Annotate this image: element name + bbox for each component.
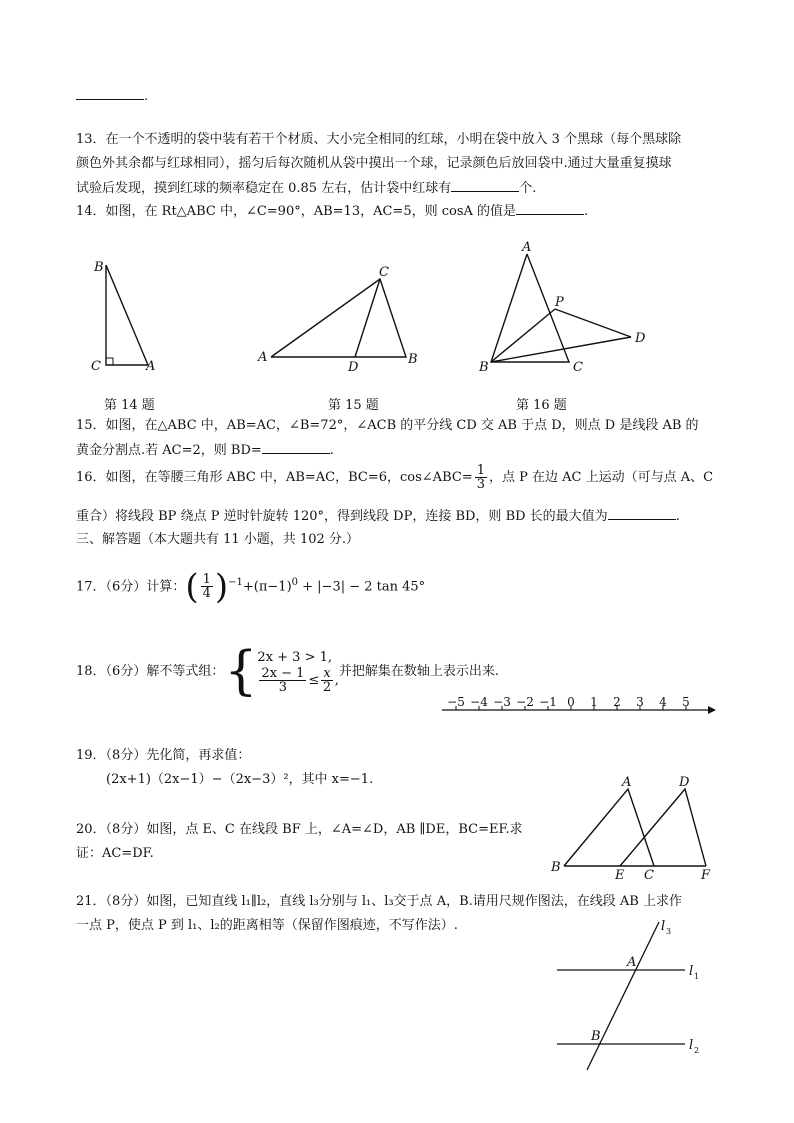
fig20-label-D: D (679, 775, 690, 790)
answer-blank[interactable] (76, 87, 144, 100)
fig15-label-C: C (379, 265, 389, 280)
number-line-label: 3 (636, 695, 644, 709)
answer-blank[interactable] (262, 441, 330, 454)
fig20-label-B: B (551, 860, 561, 875)
fig21-label-A: A (627, 955, 637, 970)
figure-15 (255, 265, 425, 385)
q17-fraction: $\frac{1}{4}$ (202, 572, 211, 602)
fig20-label-F: F (701, 868, 711, 883)
fig20-label-A: A (622, 775, 632, 790)
fig21-sub-2: 2 (694, 1046, 700, 1055)
number-line-label: 5 (682, 695, 690, 709)
fig20-label-E: E (615, 868, 625, 883)
q15-line1: 15．如图，在△ABC 中，AB=AC，∠B=72°，∠ACB 的平分线 CD 交 AB 于点 D，则点 D 是线段 AB 的 (76, 418, 699, 433)
fig21-label-l1: l (689, 964, 694, 979)
fig16-label-C: C (573, 360, 583, 375)
fig14-label-B: B (94, 260, 104, 275)
fig21-label-B: B (591, 1029, 601, 1044)
answer-blank[interactable] (608, 507, 676, 520)
q13-line1: 13．在一个不透明的袋中装有若干个材质、大小完全相同的红球，小明在袋中放入 3 个黑球（每个黑球除 (76, 132, 682, 147)
section-3-heading: 三、解答题（本大题共有 11 小题，共 102 分.） (76, 532, 360, 547)
fig16-label-D: D (635, 331, 646, 346)
q16-line1: 16．如图，在等腰三角形 ABC 中，AB=AC，BC=6，cos∠ABC= $\frac{1}{3}$ ，点 P 在边 AC 上运动（可与点 A、C (76, 463, 714, 492)
number-line-label: 4 (659, 695, 667, 709)
fig15-label-D: D (348, 360, 359, 375)
q19-line1: 19．（8分）先化简，再求值： (76, 748, 251, 763)
figure-21 (555, 918, 715, 1078)
number-line-label: −3 (493, 695, 511, 709)
answer-blank[interactable] (516, 202, 584, 215)
fig16-label-P: P (555, 295, 564, 310)
q17-expression: 17．（6分）计算：( $\frac{1}{4}$ )$^{-1}+(\pi-1)^0 + |-3| - 2$ tan 45° (76, 566, 426, 607)
q13-line3: 试验后发现，摸到红球的频率稳定在 0.85 左右，估计袋中红球有 个. (76, 181, 537, 196)
number-line-label: −5 (447, 695, 465, 709)
q18-system: 18．（6分）解不等式组：{ 2x + 3 > 1, $\frac{2x - 1}{3}$ ≤ $\frac{x}{2}$ , 并把解集在数轴上表示出来. (76, 641, 499, 702)
q21-line1: 21．（8分）如图，已知直线 l₁∥l₂，直线 l₃分别与 l₁、l₃交于点 A，B.请用尺规作图法，在线段 AB 上求作 (76, 894, 682, 909)
figure-20 (548, 775, 718, 885)
fig15-label-B: B (408, 352, 418, 367)
fig16-label-B: B (479, 360, 489, 375)
q18-inequality-2: $\frac{2x - 1}{3}$ ≤ $\frac{x}{2}$ , (261, 666, 339, 695)
fig21-sub-1: 1 (694, 972, 700, 981)
fig14-label-A: A (146, 359, 156, 374)
q20-line1: 20．（8分）如图，点 E、C 在线段 BF 上，∠A=∠D，AB ∥DE，BC=EF.求 (76, 822, 523, 837)
fig15-caption: 第 15 题 (328, 398, 379, 413)
q19-line2: (2x+1)（2x−1）−（2x−3）²，其中 x=−1. (106, 772, 374, 787)
q16-line2: 重合）将线段 BP 绕点 P 逆时针旋转 120°，得到线段 DP，连接 BD，则 BD 长的最大值为 . (76, 509, 680, 524)
fig21-label-l3: l (661, 919, 666, 934)
fig14-caption: 第 14 题 (104, 398, 155, 413)
q14-text: 14．如图，在 Rt△ABC 中，∠C=90°，AB=13，AC=5，则 cosA 的值是 . (76, 204, 589, 219)
figure-16 (475, 238, 665, 378)
q18-inequality-1: 2x + 3 > 1, (257, 650, 333, 665)
number-line-label: −2 (516, 695, 534, 709)
number-line-label: 1 (590, 695, 598, 709)
fig16-label-A: A (522, 240, 532, 255)
fig20-label-C: C (644, 868, 654, 883)
number-line-label: 0 (567, 695, 575, 709)
number-line-label: −1 (539, 695, 557, 709)
number-line-label: 2 (613, 695, 621, 709)
number-line-label: −4 (470, 695, 488, 709)
fig21-label-l2: l (689, 1038, 694, 1053)
number-line (440, 695, 715, 730)
fig14-label-C: C (91, 359, 101, 374)
q15-line2: 黄金分割点.若 AC=2，则 BD= . (76, 443, 334, 458)
answer-blank[interactable] (451, 179, 519, 192)
fig15-label-A: A (258, 350, 268, 365)
q12-answer-tail: . (76, 87, 148, 106)
figure-14 (88, 258, 168, 378)
q16-fraction: $\frac{1}{3}$ (476, 463, 485, 492)
q13-line2: 颜色外其余都与红球相同），摇匀后每次随机从袋中摸出一个球，记录颜色后放回袋中.通过大量重复摸球 (76, 156, 672, 171)
fig21-sub-3: 3 (666, 927, 672, 936)
q20-line2: 证：AC=DF. (76, 846, 154, 861)
fig16-caption: 第 16 题 (516, 398, 567, 413)
q21-line2: 一点 P，使点 P 到 l₁、l₂的距离相等（保留作图痕迹，不写作法）. (76, 918, 458, 933)
